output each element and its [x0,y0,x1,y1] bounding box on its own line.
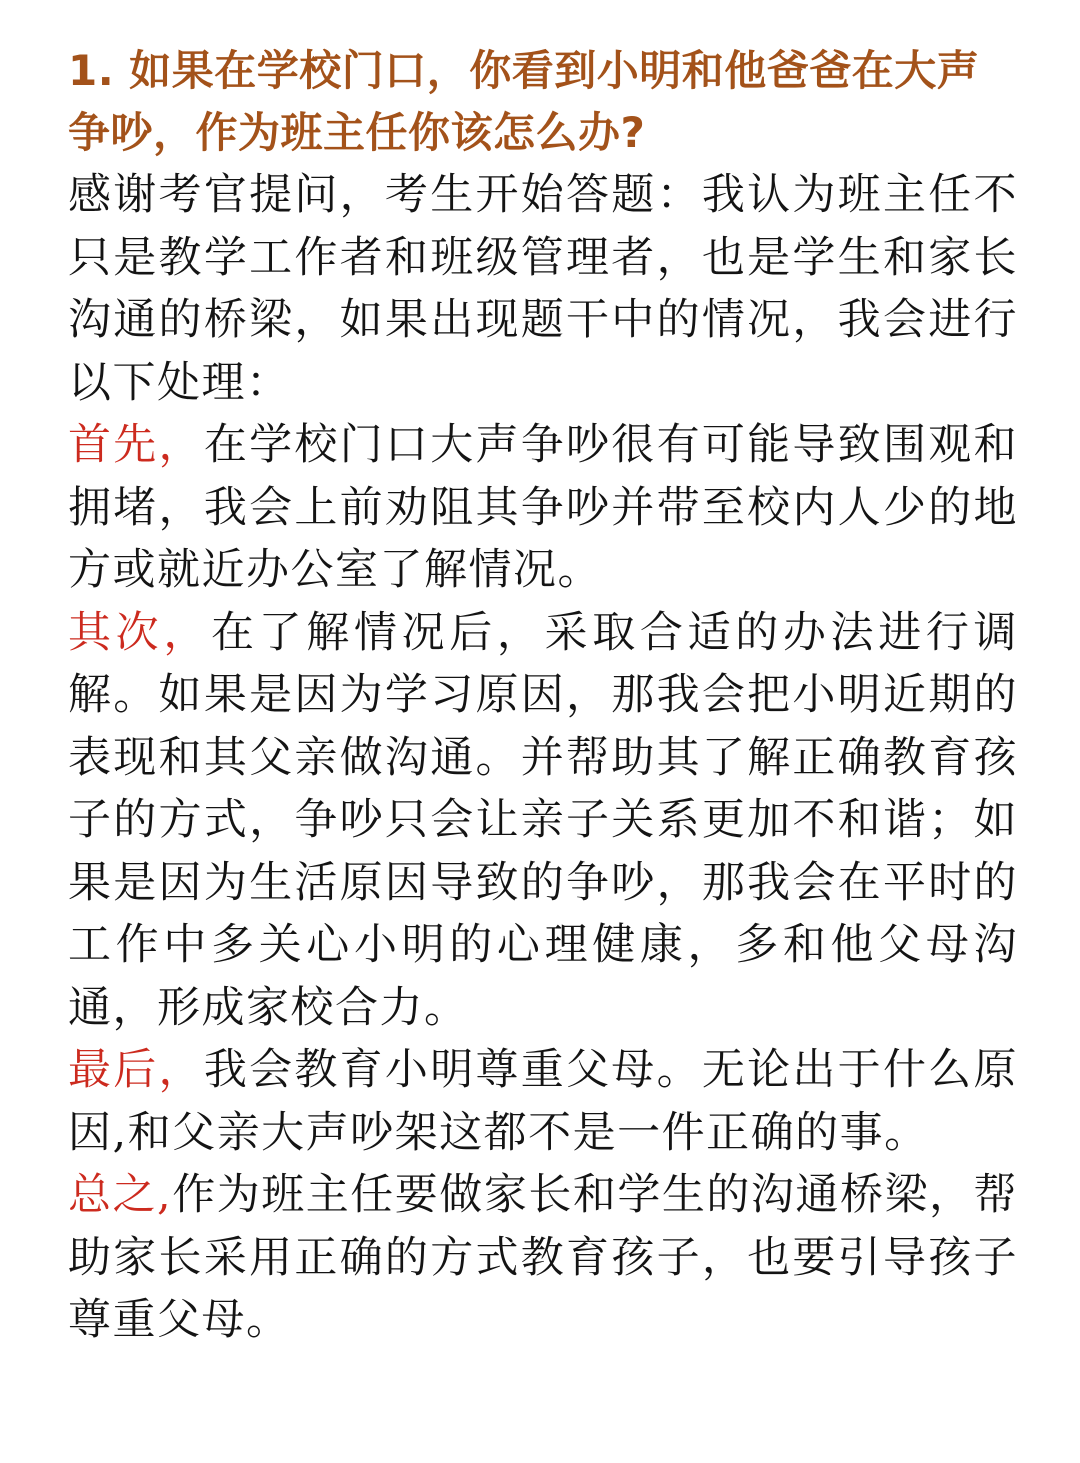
intro-paragraph: 感谢考官提问，考生开始答题：我认为班主任不只是教学工作者和班级管理者，也是学生和家长沟通的桥梁，如果出现题干中的情况，我会进行以下处理： [68,170,1018,408]
point-first [68,414,1018,602]
point-lead: 总之, [68,1170,173,1220]
point-text: 作为班主任要做家长和学生的沟通桥梁，帮助家长采用正确的方式教育孩子，也要引导孩子尊重父母。 [68,1170,1018,1345]
point-lead: 其次， [68,607,211,658]
point-summary [68,1164,1018,1352]
point-last [68,1039,1018,1164]
point-lead: 最后， [68,1045,204,1095]
point-text: 我会教育小明尊重父母。无论出于什么原因,和父亲大声吵架这都不是一件正确的事。 [68,1045,1019,1158]
point-text: 在了解情况后，采取合适的办法进行调解。如果是因为学习原因，那我会把小明近期的表现和其父亲做沟通。并帮助其了解正确教育孩子的方式，争吵只会让亲子关系更加不和谐；如果是因为生活原因导致的争吵，那我会在平时的工作中多关心小明的心理健康，多和他父母沟通，形成家校合力。 [68,607,1019,1033]
point-second [68,602,1018,1040]
document-page [68,40,1018,1352]
question-heading: 1. 如果在学校门口，你看到小明和他爸爸在大声争吵，作为班主任你该怎么办? [68,46,980,157]
point-lead: 首先， [68,420,204,470]
point-text: 在学校门口大声争吵很有可能导致围观和拥堵，我会上前劝阻其争吵并带至校内人少的地方或就近办公室了解情况。 [68,420,1019,595]
